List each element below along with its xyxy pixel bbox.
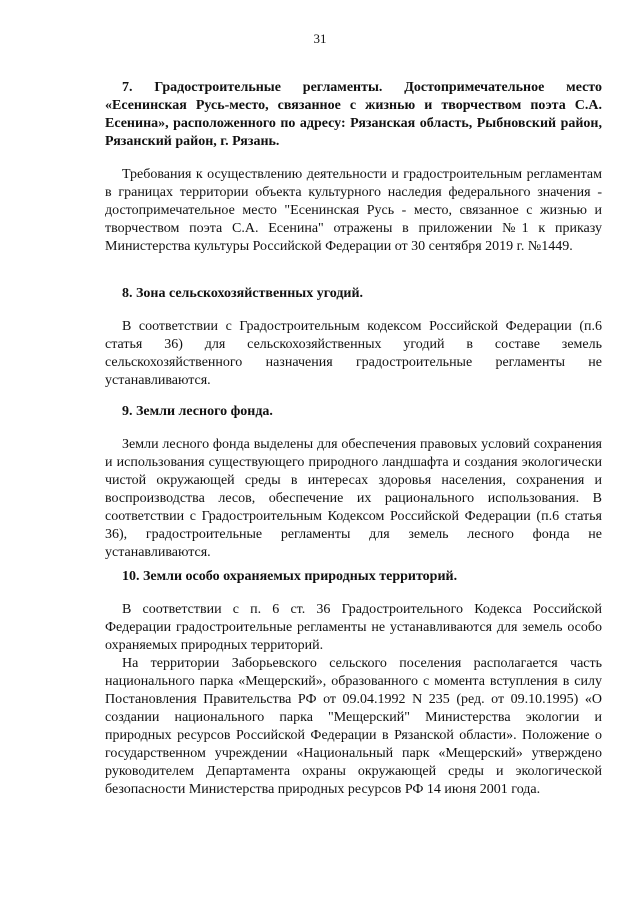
section-10-body [105, 601, 602, 799]
section-10 [105, 568, 602, 586]
section-8-paragraph-1: В соответствии с Градостроительным кодексом Российской Федерации (п.6 статья 36) для сельскохозяйственных угодий в составе земель сельскохозяйственного назначения градостроительные регламенты не устанавливаются. [105, 319, 602, 388]
section-10-paragraph-2: На территории Заборьевского сельского поселения располагается часть национального парка «Мещерский», образованного с момента вступления в силу Постановления Правительства РФ от 09.04.1992 N 235 (ред. от 09.10.1995) «О создании национального парка "Мещерский" Министерства экологии и природных ресурсов Российской Федерации в Рязанской области». Положение о государственном учреждении «Национальный парк «Мещерский» утверждено руководителем Департамента охраны окружающей среды и экологической безопасности Министерства природных ресурсов РФ 14 июня 2001 года. [105, 656, 602, 797]
section-8 [105, 285, 602, 303]
section-7-heading: 7. Градостроительные регламенты. Достопримечательное место «Есенинская Русь-место, связанное с жизнью и творчеством поэта С.А. Есенина», расположенного по адресу: Рязанская область, Рыбновский район, Рязанский район, г. Рязань. [105, 80, 602, 149]
section-9-paragraph-1: Земли лесного фонда выделены для обеспечения правовых условий сохранения и использования существующего природного ландшафта и создания экологически чистой окружающей среды в интересах здоровья населения, сохранения и воспроизводства лесов, обеспечение их рационального использования. В соответствии с Градостроительным Кодексом Российской Федерации (п.6 статья 36), градостроительные регламенты для земель лесного фонда не устанавливаются. [105, 437, 602, 560]
section-9-heading: 9. Земли лесного фонда. [122, 404, 273, 419]
section-7-body [105, 166, 602, 256]
section-7 [105, 79, 602, 151]
page-number: 31 [313, 31, 327, 46]
section-9-body [105, 436, 602, 562]
section-7-paragraph-1: Требования к осуществлению деятельности и градостроительным регламентам в границах территории объекта культурного наследия федерального значения - достопримечательное место "Есенинская Русь - место, связанное с жизнью и творчеством поэта С.А. Есенина" отражены в приложении №1 к приказу Министерства культуры Российской Федерации от 30 сентября 2019 г. №1449. [105, 167, 602, 254]
section-9 [105, 403, 602, 421]
section-10-paragraph-1: В соответствии с п. 6 ст. 36 Градостроительного Кодекса Российской Федерации градостроительные регламенты не устанавливаются для земель особо охраняемых природных территорий. [105, 602, 602, 653]
section-8-heading: 8. Зона сельскохозяйственных угодий. [122, 286, 364, 301]
section-10-heading: 10. Земли особо охраняемых природных территорий. [122, 569, 458, 584]
section-8-body [105, 318, 602, 390]
